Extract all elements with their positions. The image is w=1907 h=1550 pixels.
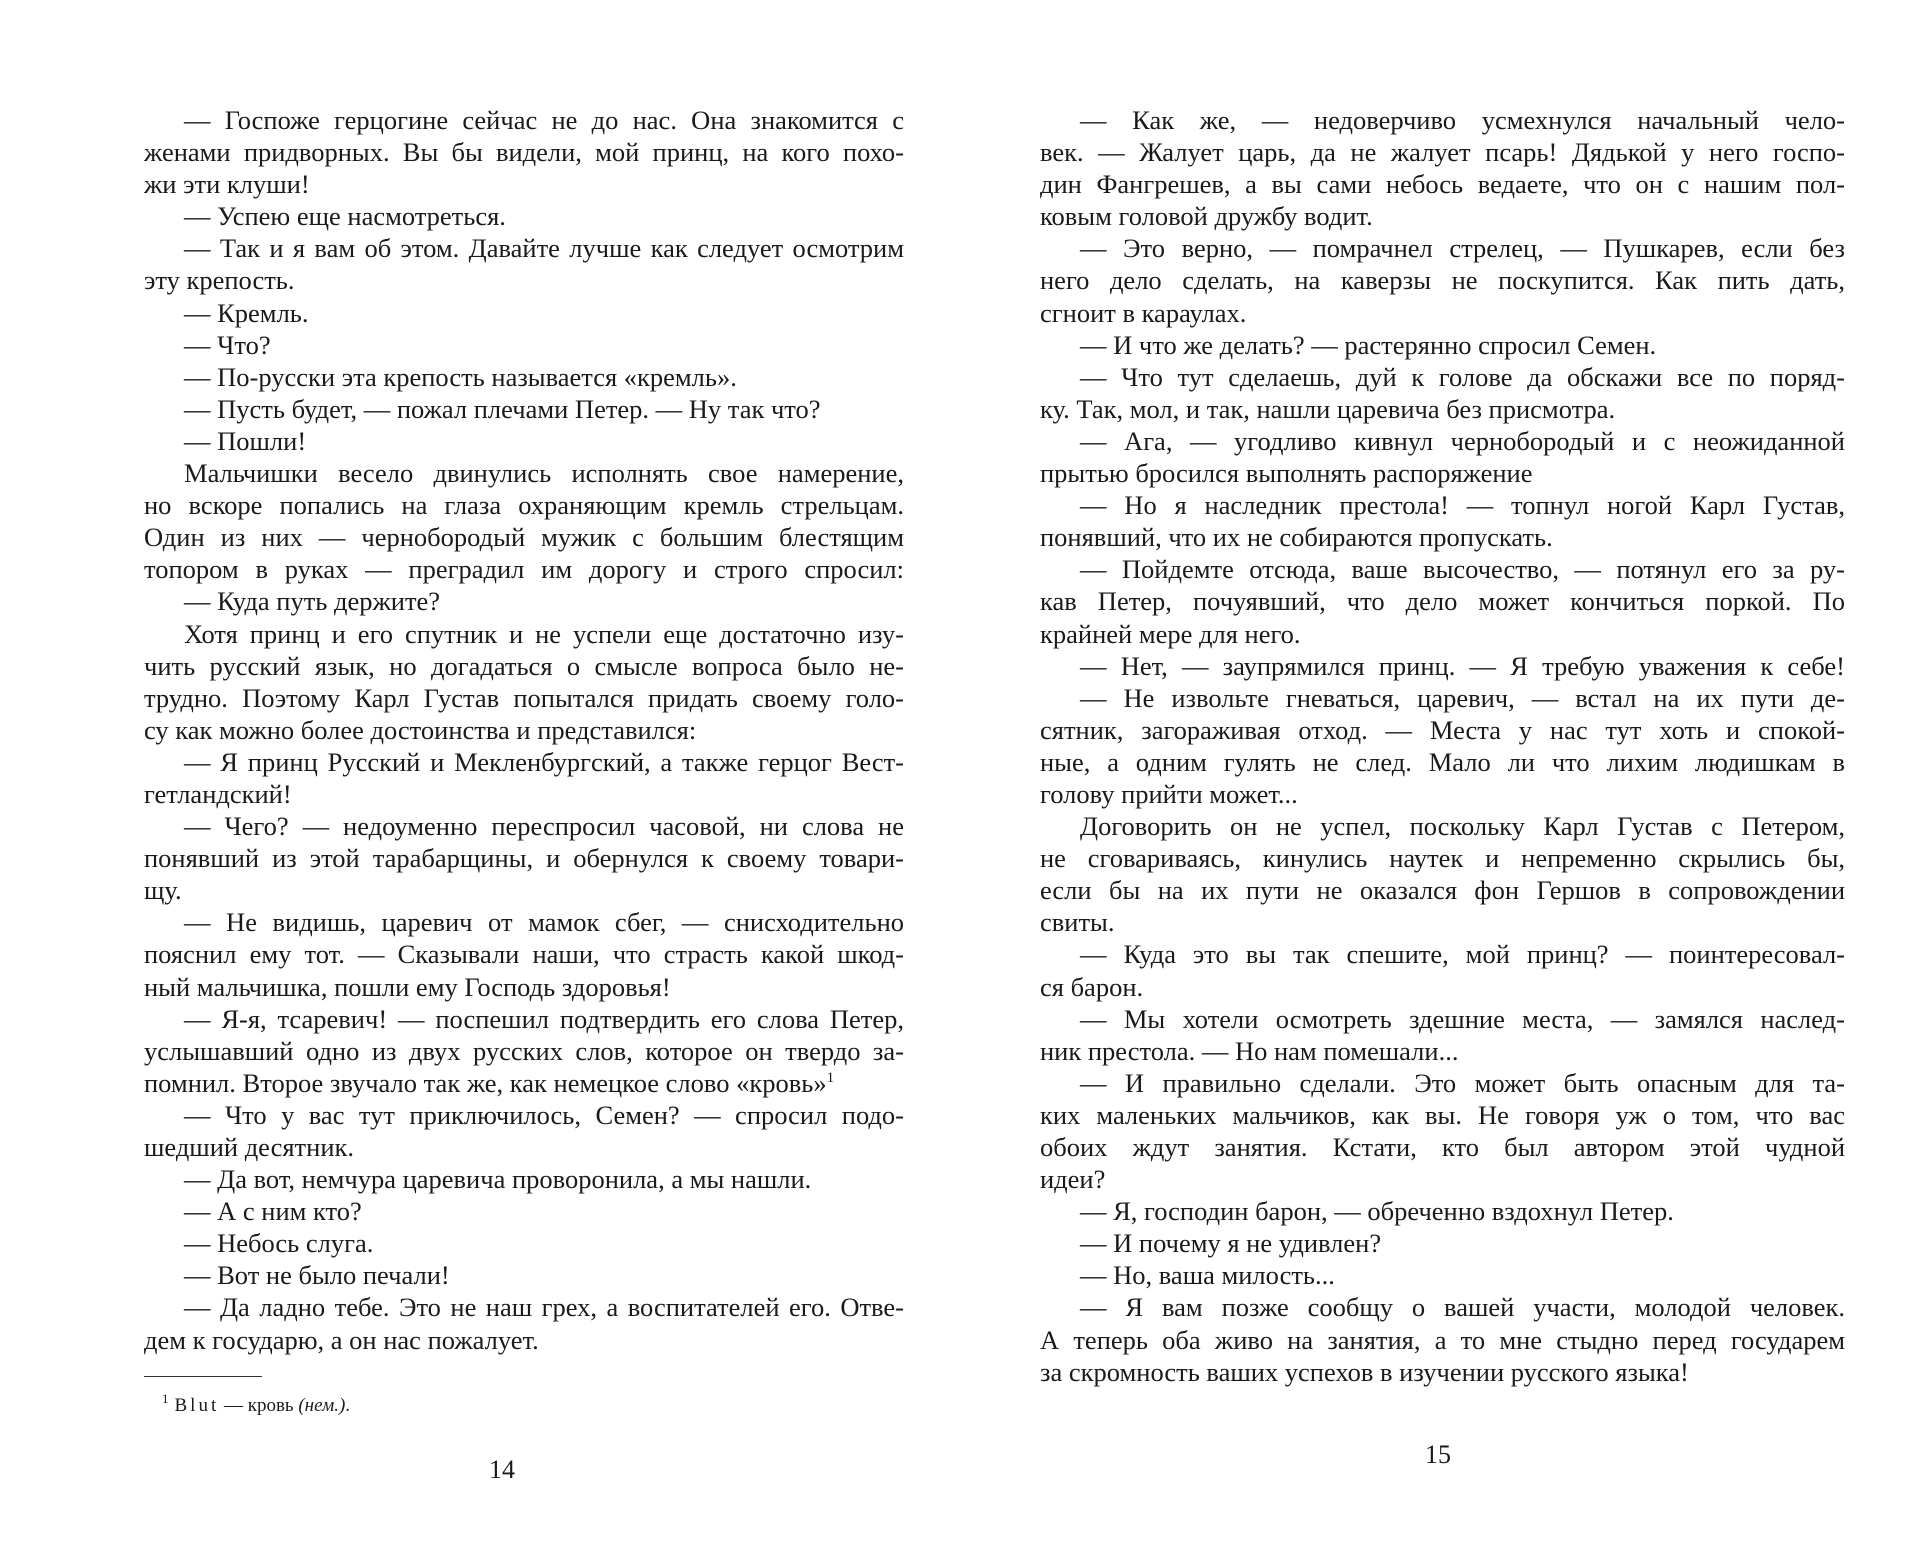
text-line: ник престола. — Но нам помешали...: [1040, 1035, 1459, 1066]
text-line: — Пойдемте отсюда, ваше высочество, — потянул его за ру-: [1080, 554, 1845, 585]
text-line: ный мальчишка, пошли ему Господь здоровья!: [144, 971, 671, 1002]
text-line: пояснил ему тот. — Сказывали наши, что страсть какой шкод-: [144, 939, 904, 970]
text-line: топором в руках — преградил им дорогу и строго спросил:: [144, 554, 904, 585]
footnote-mark: 1: [162, 1391, 169, 1406]
text-line: крайней мере для него.: [1040, 618, 1301, 649]
text-line: свиты.: [1040, 907, 1115, 938]
text-line: понявший из этой тарабарщины, и обернулся к своему товари-: [144, 843, 904, 874]
text-line: кав Петер, почуявший, что дело может кончиться поркой. По: [1040, 586, 1845, 617]
text-line: ся барон.: [1040, 971, 1144, 1002]
text-line: — Так и я вам об этом. Давайте лучше как следует осмотрим: [184, 233, 904, 264]
text-line: — Да вот, немчура царевича проворонила, а мы нашли.: [184, 1164, 812, 1195]
text-line: трудно. Поэтому Карл Густав попытался придать своему голо-: [144, 682, 904, 713]
text-line: — Я принц Русский и Мекленбургский, а также герцог Вест-: [184, 746, 904, 777]
text-line: век. — Жалует царь, да не жалует псарь! Дядькой у него госпо-: [1040, 137, 1845, 168]
text-line: эту крепость.: [144, 265, 295, 296]
text-line: — Успею еще насмотреться.: [184, 201, 506, 232]
text-line: — Пусть будет, — пожал плечами Петер. — Ну так что?: [184, 393, 821, 424]
footnote-divider: [144, 1376, 262, 1377]
text-line: него дело сделать, на каверзы не поскупится. Как пить дать,: [1040, 265, 1845, 296]
text-line: — Я, господин барон, — обреченно вздохнул Петер.: [1080, 1196, 1674, 1227]
text-line: — Кремль.: [184, 297, 309, 328]
text-line: — Ага, — угодливо кивнул чернобородый и с неожиданной: [1080, 425, 1845, 456]
text-line: — Пошли!: [184, 425, 307, 456]
text-line: услышавший одно из двух русских слов, которое он твердо за-: [144, 1035, 904, 1066]
text-line-with-footnote: [144, 1067, 904, 1099]
text-line: — Госпоже герцогине сейчас не до нас. Она знакомится с: [184, 105, 904, 135]
text-line: Договорить он не успел, поскольку Карл Густав с Петером,: [1080, 811, 1845, 842]
text-line: — Но я наследник престола! — топнул ногой Карл Густав,: [1080, 490, 1845, 521]
text-line: — Я вам позже сообщу о вашей участи, молодой человек.: [1080, 1292, 1845, 1323]
text-line: обоих ждут занятия. Кстати, кто был автором этой чудной: [1040, 1132, 1845, 1162]
text-line: — Не извольте гневаться, царевич, — встал на их пути де-: [1080, 682, 1845, 713]
text-line: су как можно более достоинства и представился:: [144, 714, 697, 745]
footnote-reference: 1: [826, 1069, 835, 1086]
text-line: — Я-я, тсаревич! — поспешил подтвердить его слова Петер,: [184, 1003, 904, 1034]
text-line: — Не видишь, царевич от мамок сбег, — снисходительно: [184, 907, 904, 938]
text-line: А теперь оба живо на занятия, а то мне стыдно перед государем: [1040, 1324, 1845, 1355]
text-line: Один из них — чернобородый мужик с большим блестящим: [144, 522, 904, 553]
text-line: жи эти клуши!: [144, 169, 310, 200]
text-line: ку. Так, мол, и так, нашли царевича без присмотра.: [1040, 393, 1616, 424]
text-line: женами придворных. Вы бы видели, мой принц, на кого похо-: [144, 137, 904, 168]
text-line: — Небось слуга.: [184, 1228, 374, 1259]
text-line: — Да ладно тебе. Это не наш грех, а воспитателей его. Отве-: [184, 1292, 904, 1323]
text-line: но вскоре попались на глаза охраняющим кремль стрельцам.: [144, 490, 904, 521]
text-line: ные, а одним гулять не след. Мало ли что лихим людишкам в: [1040, 746, 1845, 777]
text-line: ковым головой дружбу водит.: [1040, 201, 1373, 232]
text-line: — И правильно сделали. Это может быть опасным для та-: [1080, 1067, 1845, 1098]
text-line: — Это верно, — помрачнел стрелец, — Пушкарев, если без: [1080, 233, 1845, 264]
text-line: Хотя принц и его спутник и не успели еще достаточно изу-: [184, 618, 904, 649]
text-line: дин Фангрешев, а вы сами небось ведаете, что он с нашим пол-: [1040, 169, 1845, 200]
text-line: — Как же, — недоверчиво усмехнулся начальный чело-: [1080, 105, 1845, 135]
text-line: — И почему я не удивлен?: [1080, 1228, 1382, 1259]
footnote: [162, 1391, 351, 1418]
text-line: — А с ним кто?: [184, 1196, 362, 1227]
text-line: сятник, загораживая отход. — Места у нас тут хоть и спокой-: [1040, 714, 1845, 745]
text-line: — Чего? — недоуменно переспросил часовой, ни слова не: [184, 811, 904, 842]
text-line: щу.: [144, 875, 182, 906]
text-line: — Что?: [184, 329, 271, 360]
text-line: — Что у вас тут приключилось, Семен? — спросил подо-: [184, 1099, 904, 1130]
text-line: — Нет, — заупрямился принц. — Я требую уважения к себе!: [1080, 650, 1845, 681]
text-line: — Но, ваша милость...: [1080, 1260, 1335, 1291]
text-line: — Куда это вы так спешите, мой принц? — поинтересовал-: [1080, 939, 1845, 970]
text-line: идеи?: [1040, 1164, 1106, 1195]
text-line: — Что тут сделаешь, дуй к голове да обскажи все по поряд-: [1080, 361, 1845, 392]
footnote-word: Blut: [174, 1395, 220, 1416]
text-line: гетландский!: [144, 778, 292, 809]
text-line: Мальчишки весело двинулись исполнять свое намерение,: [184, 458, 904, 489]
page-number-left: 14: [489, 1455, 515, 1484]
text-line: не сговариваясь, кинулись наутек и непременно скрылись бы,: [1040, 843, 1845, 874]
footnote-translation: — кровь: [223, 1395, 294, 1416]
text-line: за скромность ваших успехов в изучении русского языка!: [1040, 1356, 1689, 1387]
text-line: понявший, что их не собираются пропускать.: [1040, 522, 1553, 553]
right-page: [1040, 104, 1845, 1388]
text-line: дем к государю, а он нас пожалует.: [144, 1324, 539, 1355]
text-line: — Куда путь держите?: [184, 586, 441, 617]
text-line: прытью бросился выполнять распоряжение: [1040, 458, 1533, 489]
text-line: — По-русски эта крепость называется «кремль».: [184, 361, 737, 392]
text-line: сгноит в караулах.: [1040, 297, 1247, 328]
footnote-end: .: [345, 1395, 351, 1416]
text-line: чить русский язык, но догадаться о смысле вопроса было не-: [144, 650, 904, 681]
text-line: шедший десятник.: [144, 1132, 354, 1162]
left-page: [144, 104, 904, 1356]
text-line: если бы на их пути не оказался фон Гершов в сопровождении: [1040, 875, 1845, 906]
text-line: — Мы хотели осмотреть здешние места, — замялся наслед-: [1080, 1003, 1845, 1034]
text-line: голову прийти может...: [1040, 778, 1298, 809]
text-line: — Вот не было печали!: [184, 1260, 450, 1291]
text-line: помнил. Второе звучало так же, как немецкое слово «кровь»: [144, 1067, 827, 1098]
page-number-right: 15: [1425, 1440, 1451, 1469]
text-line: ких маленьких мальчиков, как вы. Не говоря уж о том, что вас: [1040, 1099, 1845, 1130]
text-line: — И что же делать? — растерянно спросил Семен.: [1080, 329, 1657, 360]
footnote-language: (нем.): [298, 1395, 346, 1416]
